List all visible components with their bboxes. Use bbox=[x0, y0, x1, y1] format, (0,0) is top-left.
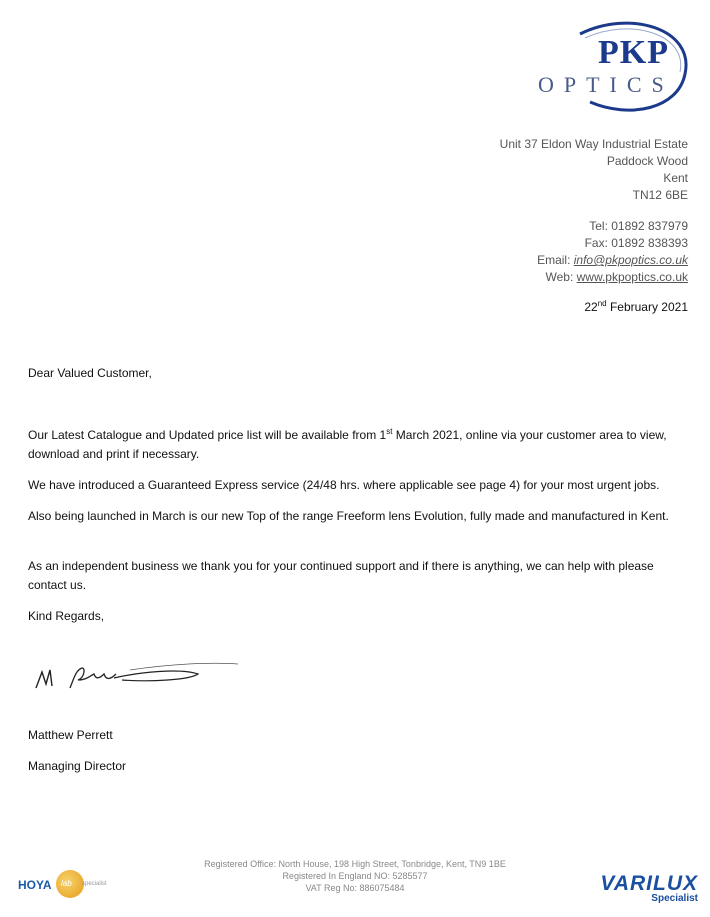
date-day: 22 bbox=[584, 300, 598, 314]
signatory-title: Managing Director bbox=[28, 759, 127, 773]
closing: Kind Regards, bbox=[28, 609, 105, 623]
logo-optics-text: OPTICS bbox=[538, 72, 674, 97]
fax: Fax: 01892 838393 bbox=[584, 236, 688, 250]
paragraph-evolution: Also being launched in March is our new Top of the range Freeform lens Evolution, fully made and manufactured in Kent. bbox=[28, 509, 669, 523]
hoya-lab-text: lab bbox=[61, 879, 72, 888]
address-line: Paddock Wood bbox=[606, 154, 688, 168]
address-line: Kent bbox=[663, 171, 688, 185]
hoya-lab-badge bbox=[18, 870, 108, 898]
website-link[interactable]: www.pkpoptics.co.uk bbox=[576, 270, 688, 284]
web-label: Web: bbox=[545, 270, 577, 284]
handwritten-signature bbox=[30, 650, 250, 700]
paragraph-express: We have introduced a Guaranteed Express service (24/48 hrs. where applicable see page 4) for your most urgent jobs. bbox=[28, 478, 660, 492]
address-line: Unit 37 Eldon Way Industrial Estate bbox=[499, 137, 688, 151]
hoya-specialist-text: specialist bbox=[82, 881, 107, 887]
varilux-specialist-badge bbox=[578, 872, 698, 912]
footer-line: Registered Office: North House, 198 High Street, Tonbridge, Kent, TN9 1BE bbox=[204, 859, 506, 869]
footer-line: Registered In England NO: 5285577 bbox=[282, 871, 428, 881]
ordinal-suffix: st bbox=[386, 427, 393, 436]
date-suffix: nd bbox=[597, 299, 607, 308]
paragraph-text: Our Latest Catalogue and Updated price list will be available from 1 bbox=[28, 428, 387, 442]
logo-pkp-text: PKP bbox=[598, 34, 669, 71]
email-label: Email: bbox=[537, 253, 574, 267]
contact-details bbox=[537, 218, 688, 286]
paragraph-thanks: As an independent business we thank you for your continued support and if there is anything, we can help with please contact us. bbox=[28, 559, 654, 592]
company-logo bbox=[520, 14, 700, 124]
address-line: TN12 6BE bbox=[632, 188, 688, 202]
email-row bbox=[537, 252, 688, 269]
sender-address bbox=[500, 136, 688, 204]
date-rest: February 2021 bbox=[606, 300, 688, 314]
telephone: Tel: 01892 837979 bbox=[589, 219, 688, 233]
web-row bbox=[537, 269, 688, 286]
salutation: Dear Valued Customer, bbox=[28, 366, 152, 380]
paragraph-text: March 2021, online via your customer area to view, download and print if necessary. bbox=[28, 428, 667, 461]
registered-office-footer bbox=[150, 858, 560, 894]
paragraph-catalogue bbox=[28, 426, 688, 464]
email-link[interactable]: info@pkpoptics.co.uk bbox=[573, 253, 688, 267]
letter-date bbox=[584, 300, 688, 314]
varilux-specialist-text: Specialist bbox=[651, 893, 698, 904]
footer-line: VAT Reg No: 886075484 bbox=[305, 883, 405, 893]
signatory-name: Matthew Perrett bbox=[28, 728, 113, 742]
varilux-logo-text: VARILUX bbox=[600, 872, 698, 895]
hoya-text: HOYA bbox=[18, 878, 52, 892]
